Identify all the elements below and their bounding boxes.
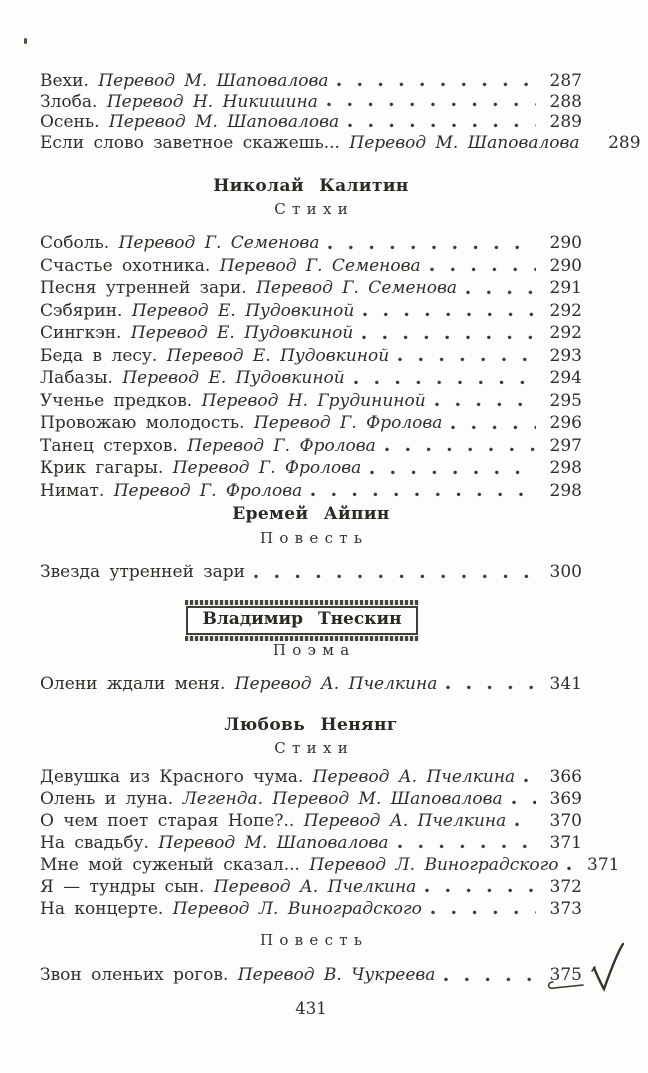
genre-heading: Поэма — [272, 640, 356, 659]
entry-page-number: 289 — [608, 132, 641, 153]
toc-entry — [40, 480, 582, 503]
dot-leader — [370, 470, 536, 475]
entry-translator: Перевод Е. Пудовкиной — [131, 300, 355, 321]
entry-page-number: 296 — [549, 413, 582, 433]
entry-translator: Перевод Е. Пудовкиной — [166, 345, 390, 366]
toc-entry — [40, 345, 582, 368]
genre-heading: Повесть — [259, 931, 369, 949]
entry-title: Девушка из Красного чума. — [40, 767, 304, 787]
entry-title: Звезда утренней зари — [40, 562, 245, 582]
entry-translator: Перевод Г. Фролова — [172, 458, 362, 478]
entry-text — [40, 300, 354, 323]
toc-entry — [40, 92, 582, 113]
entry-translator: Перевод Г. Фролова — [253, 413, 443, 433]
toc-block — [40, 964, 582, 987]
entry-page-number: 371 — [587, 855, 620, 875]
entry-page-number: 373 — [549, 899, 582, 919]
dot-leader — [431, 910, 536, 915]
toc-entry — [40, 766, 582, 788]
entry-text — [40, 561, 245, 584]
toc-blocks-container — [40, 71, 641, 987]
dot-leader — [254, 574, 536, 579]
entry-text — [40, 673, 437, 696]
boxed-author-heading: Владимир Тнескин — [186, 606, 417, 635]
scan-speck-artifact — [24, 38, 27, 44]
entry-page-number: 293 — [549, 345, 582, 366]
entry-translator: Перевод Е. Пудовкиной — [130, 323, 354, 343]
dot-leader — [512, 800, 536, 805]
entry-text — [40, 898, 422, 920]
entry-page-number: 298 — [549, 458, 582, 478]
entry-text — [40, 345, 389, 368]
entry-text — [40, 390, 426, 413]
entry-page-number: 292 — [549, 323, 582, 343]
entry-translator: Перевод А. Пчелкина — [234, 673, 438, 694]
entry-page-number: 366 — [549, 767, 582, 787]
toc-entry — [40, 322, 582, 345]
entry-title: Счастье охотника. — [40, 255, 211, 276]
entry-title: Если слово заветное скажешь... — [40, 132, 340, 153]
entry-translator: Перевод Л. Виноградского — [172, 899, 422, 919]
handwritten-checkmark-icon — [590, 941, 628, 995]
entry-translator: Перевод А. Пчелкина — [303, 811, 507, 831]
entry-title: На концерте. — [40, 899, 164, 919]
entry-text — [40, 788, 503, 810]
toc-entry — [40, 300, 582, 323]
dot-leader — [444, 977, 536, 982]
entry-translator: Перевод М. Шаповалова — [158, 833, 389, 853]
dot-leader — [327, 102, 536, 107]
entry-page-number: 290 — [549, 233, 582, 253]
toc-entry — [40, 810, 582, 832]
entry-page-number: 294 — [549, 368, 582, 388]
entry-translator: Перевод Л. Виноградского — [309, 855, 559, 875]
entry-text — [40, 232, 319, 255]
dot-leader — [466, 290, 536, 295]
toc-entry — [40, 832, 582, 854]
entry-page-number: 295 — [549, 390, 582, 411]
entry-title: Провожаю молодость. — [40, 413, 245, 433]
entry-page-number: 297 — [549, 435, 582, 456]
entry-text — [40, 832, 389, 854]
entry-translator: Перевод Н. Грудининой — [201, 390, 426, 411]
toc-entry — [40, 854, 620, 876]
toc-entry — [40, 277, 582, 300]
entry-translator: Перевод М. Шаповалова — [349, 132, 580, 153]
entry-translator: Перевод А. Пчелкина — [213, 877, 417, 897]
entry-translator: Легенда. Перевод М. Шаповалова — [182, 789, 503, 809]
entry-translator: Перевод В. Чукреева — [237, 965, 436, 985]
toc-entry — [40, 232, 582, 255]
toc-entry — [40, 112, 582, 133]
toc-entry — [40, 964, 582, 987]
toc-entry — [40, 390, 582, 413]
entry-translator: Перевод Н. Никишина — [106, 91, 318, 112]
entry-page-number: 289 — [549, 112, 582, 132]
entry-translator: Перевод Г. Семенова — [219, 255, 421, 276]
toc-entry — [40, 876, 582, 898]
entry-title: Сэбярин. — [40, 300, 123, 321]
toc-entry — [40, 71, 582, 92]
entry-text — [40, 92, 318, 113]
dot-leader — [446, 685, 536, 690]
entry-page-number: 372 — [549, 877, 582, 897]
entry-translator: Перевод Г. Семенова — [118, 233, 320, 253]
dot-leader — [348, 123, 536, 128]
entry-page-number: 371 — [549, 833, 582, 853]
dot-leader — [311, 492, 536, 497]
entry-text — [40, 133, 580, 154]
dot-leader — [398, 844, 536, 849]
entry-title: Соболь. — [40, 233, 110, 253]
toc-entry — [40, 367, 582, 390]
entry-title: Песня утренней зари. — [40, 278, 247, 298]
entry-title: Беда в лесу. — [40, 345, 158, 366]
entry-text — [40, 766, 515, 788]
page-folio-number: 431 — [295, 998, 327, 1018]
toc-entry — [40, 673, 582, 696]
toc-block — [40, 71, 641, 153]
toc-entry — [40, 132, 641, 154]
dot-leader — [435, 402, 536, 407]
entry-title: Олени ждали меня. — [40, 673, 226, 694]
entry-title: Вехи. — [40, 71, 89, 91]
entry-translator: Перевод Г. Семенова — [256, 278, 457, 298]
entry-text — [40, 876, 416, 898]
dot-leader — [354, 380, 536, 385]
entry-title: Сингкэн. — [40, 323, 122, 343]
entry-text — [40, 255, 421, 278]
entry-translator: Перевод Г. Фролова — [187, 435, 376, 456]
dot-leader — [425, 888, 536, 893]
toc-entry — [40, 412, 582, 435]
dot-leader — [363, 312, 536, 317]
entry-title: Крик гагары. — [40, 458, 164, 478]
entry-page-number: 369 — [549, 789, 582, 809]
entry-title: Олень и луна. — [40, 789, 174, 809]
entry-translator: Перевод А. Пчелкина — [312, 767, 516, 787]
toc-entry — [40, 561, 582, 584]
dot-leader — [515, 822, 536, 827]
entry-page-number: 288 — [549, 91, 582, 112]
entry-page-number: 287 — [549, 71, 582, 91]
entry-text — [40, 457, 361, 480]
entry-page-number: 300 — [549, 562, 582, 582]
entry-translator: Перевод М. Шаповалова — [108, 112, 340, 132]
entry-translator: Перевод М. Шаповалова — [98, 71, 329, 91]
entry-text — [40, 367, 345, 390]
entry-title: Злоба. — [40, 91, 98, 112]
author-heading: Николай Калитин — [213, 176, 409, 196]
entry-title: Танец стерхов. — [40, 435, 178, 456]
entry-page-number: 375 — [549, 965, 582, 985]
toc-entry — [40, 898, 582, 920]
entry-text — [40, 964, 435, 987]
entry-page-number: 298 — [549, 480, 582, 501]
toc-entry — [40, 255, 582, 278]
toc-block — [40, 766, 620, 920]
entry-text — [40, 810, 506, 832]
toc-block — [40, 561, 582, 584]
genre-heading: Стихи — [274, 200, 355, 218]
entry-title: На свадьбу. — [40, 833, 149, 853]
entry-text — [40, 322, 353, 345]
dot-leader — [337, 82, 536, 87]
entry-text — [40, 277, 457, 300]
entry-text — [40, 480, 302, 503]
entry-title: Осень. — [40, 112, 100, 132]
entry-title: О чем поет старая Нопе?.. — [40, 811, 295, 831]
entry-translator: Перевод Е. Пудовкиной — [122, 368, 345, 388]
handwritten-underline-icon — [545, 979, 587, 993]
dot-leader — [430, 267, 536, 272]
entry-title: Звон оленьих рогов. — [40, 965, 229, 985]
entry-title: Ученье предков. — [40, 390, 193, 411]
genre-heading: Повесть — [259, 529, 369, 547]
entry-title: Я — тундры сын. — [40, 877, 205, 897]
entry-page-number: 290 — [549, 255, 582, 276]
entry-text — [40, 435, 376, 458]
boxed-author-wrap — [31, 606, 573, 635]
toc-block — [40, 673, 582, 696]
entry-text — [40, 854, 558, 876]
entry-page-number: 341 — [549, 673, 582, 694]
entry-text — [40, 112, 339, 133]
author-heading: Любовь Ненянг — [224, 715, 398, 735]
dot-leader — [328, 245, 536, 250]
entry-translator: Перевод Г. Фролова — [113, 480, 303, 501]
entry-text — [40, 412, 442, 435]
toc-entry — [40, 788, 582, 810]
entry-page-number: 291 — [549, 278, 582, 298]
dot-leader — [385, 447, 536, 452]
toc-entry — [40, 457, 582, 480]
toc-block — [40, 232, 582, 502]
entry-title: Мне мой суженый сказал... — [40, 855, 300, 875]
dot-leader — [362, 335, 536, 340]
author-heading: Еремей Айпин — [232, 504, 390, 524]
entry-title: Нимат. — [40, 480, 105, 501]
genre-heading: Стихи — [274, 739, 355, 757]
entry-text — [40, 71, 328, 92]
dot-leader — [451, 425, 536, 430]
toc-entry — [40, 435, 582, 458]
dot-leader — [524, 778, 536, 783]
dot-leader — [567, 866, 573, 871]
entry-page-number: 292 — [549, 300, 582, 321]
dot-leader — [398, 357, 536, 362]
entry-page-number: 370 — [549, 811, 582, 831]
entry-title: Лабазы. — [40, 368, 113, 388]
